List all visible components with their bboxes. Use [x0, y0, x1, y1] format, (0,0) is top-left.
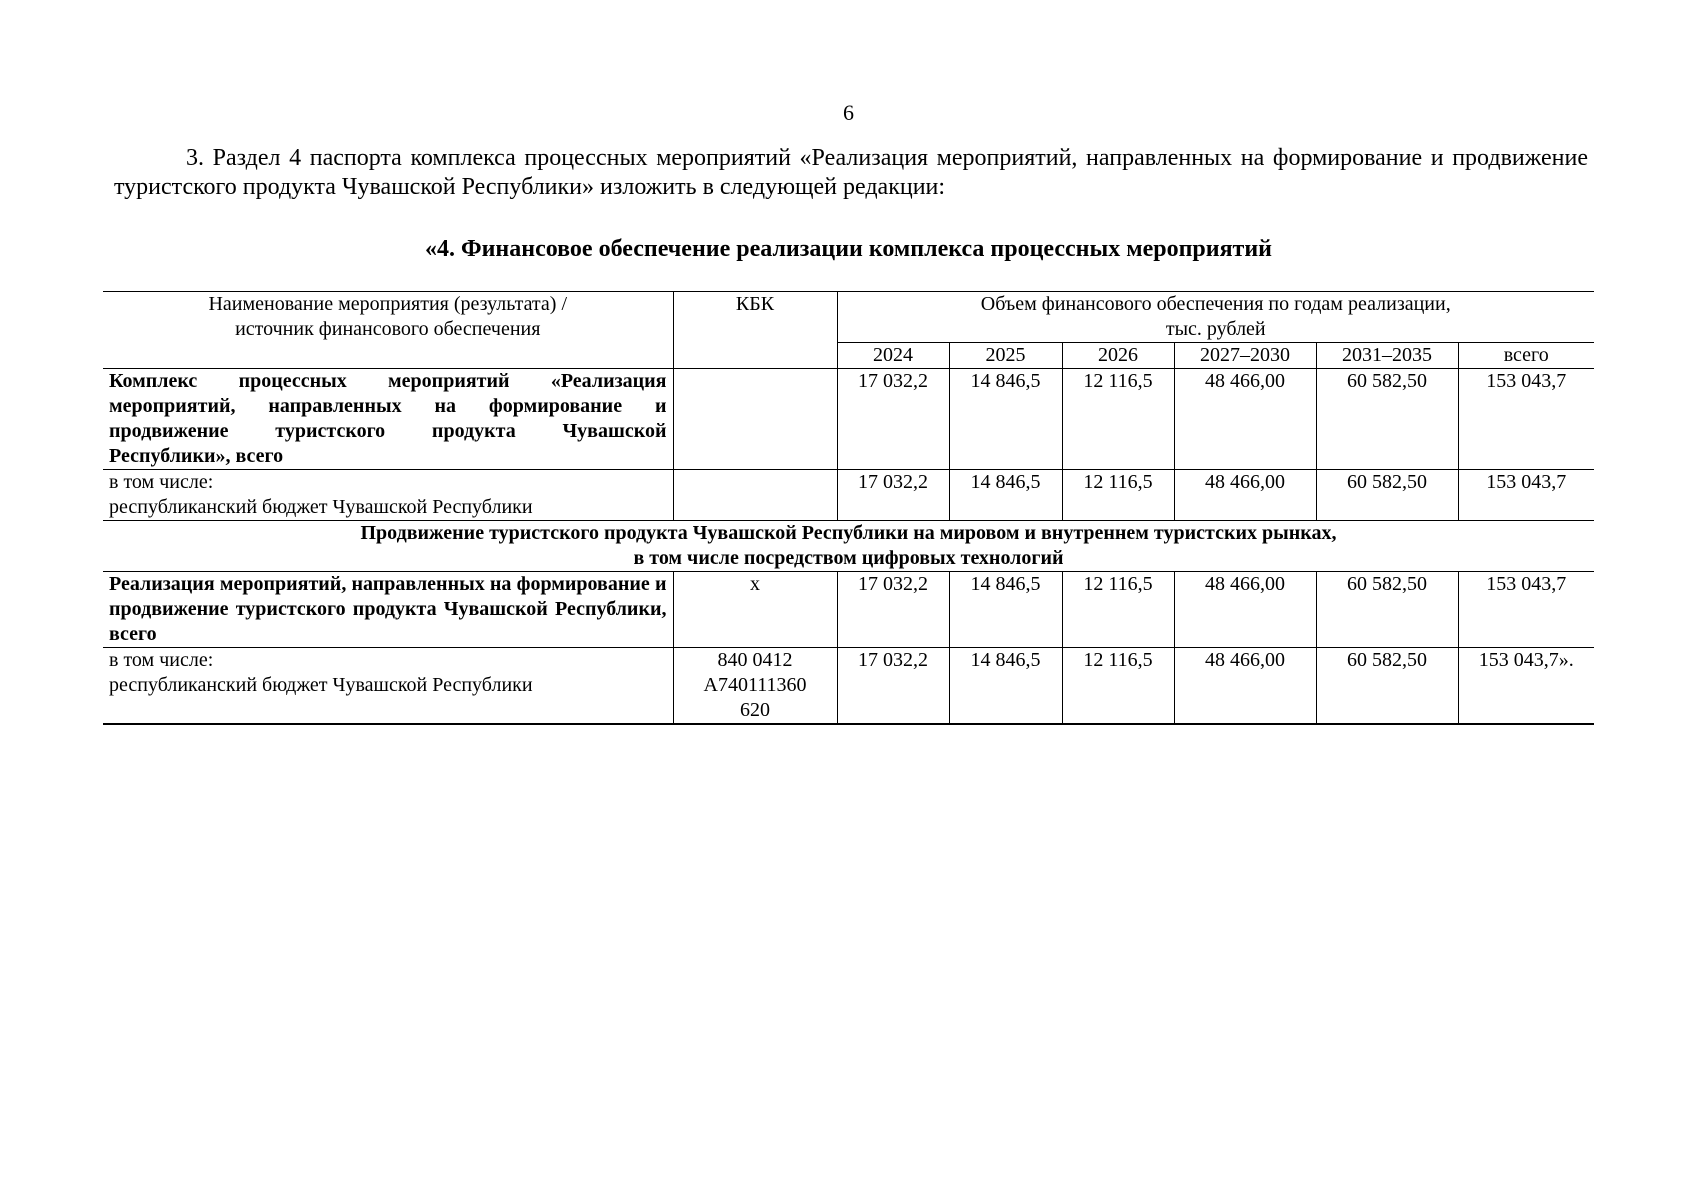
row-name: в том числе: республиканский бюджет Чувашской Республики	[103, 648, 673, 725]
table-header-row	[103, 292, 1594, 343]
row-name: Реализация мероприятий, направленных на формирование и продвижение туристского продукта Чувашской Республики, всего	[103, 572, 673, 648]
row-kbk: х	[673, 572, 837, 648]
row-value: 14 846,5	[949, 470, 1062, 521]
row-value: 60 582,50	[1316, 470, 1458, 521]
header-year: 2025	[949, 343, 1062, 369]
row-value: 17 032,2	[837, 572, 949, 648]
header-name: Наименование мероприятия (результата) / источник финансового обеспечения	[103, 292, 673, 369]
row-value: 14 846,5	[949, 369, 1062, 470]
section-title: «4. Финансовое обеспечение реализации комплекса процессных мероприятий	[424, 236, 1273, 262]
row-total: 153 043,7	[1458, 369, 1594, 470]
header-year: 2027–2030	[1174, 343, 1316, 369]
row-value: 48 466,00	[1174, 369, 1316, 470]
header-volume: Объем финансового обеспечения по годам реализации, тыс. рублей	[837, 292, 1594, 343]
row-value: 48 466,00	[1174, 572, 1316, 648]
row-value: 60 582,50	[1316, 648, 1458, 725]
row-total: 153 043,7».	[1458, 648, 1594, 725]
row-name: Комплекс процессных мероприятий «Реализация мероприятий, направленных на формирование и продвижение туристского продукта Чувашской Республики», всего	[103, 369, 673, 470]
header-year: 2026	[1062, 343, 1174, 369]
row-name: в том числе: республиканский бюджет Чувашской Республики	[103, 470, 673, 521]
section-heading-row	[103, 521, 1594, 572]
header-year: 2024	[837, 343, 949, 369]
row-value: 12 116,5	[1062, 470, 1174, 521]
row-kbk	[673, 369, 837, 470]
row-value: 48 466,00	[1174, 470, 1316, 521]
row-kbk	[673, 470, 837, 521]
row-value: 17 032,2	[837, 369, 949, 470]
row-kbk: 840 0412 А740111360 620	[673, 648, 837, 725]
row-value: 12 116,5	[1062, 648, 1174, 725]
header-kbk: КБК	[673, 292, 837, 369]
row-value: 14 846,5	[949, 572, 1062, 648]
row-value: 12 116,5	[1062, 572, 1174, 648]
row-value: 17 032,2	[837, 648, 949, 725]
row-value: 48 466,00	[1174, 648, 1316, 725]
row-total: 153 043,7	[1458, 572, 1594, 648]
page-number: 6	[843, 100, 854, 125]
row-value: 60 582,50	[1316, 572, 1458, 648]
intro-paragraph: 3. Раздел 4 паспорта комплекса процессных мероприятий «Реализация мероприятий, направленных на формирование и продвижение туристского продукта Чувашской Республики» изложить в следующей редакции:	[114, 145, 1588, 200]
row-total: 153 043,7	[1458, 470, 1594, 521]
section-heading: Продвижение туристского продукта Чувашской Республики на мировом и внутреннем туристских рынках, в том числе посредством цифровых технологий	[103, 521, 1594, 572]
row-value: 60 582,50	[1316, 369, 1458, 470]
row-value: 17 032,2	[837, 470, 949, 521]
table-row	[103, 572, 1594, 648]
financing-table	[103, 291, 1594, 725]
row-value: 12 116,5	[1062, 369, 1174, 470]
table-row	[103, 648, 1594, 725]
row-value: 14 846,5	[949, 648, 1062, 725]
table-row	[103, 369, 1594, 470]
header-year: 2031–2035	[1316, 343, 1458, 369]
table-row	[103, 470, 1594, 521]
header-total: всего	[1458, 343, 1594, 369]
